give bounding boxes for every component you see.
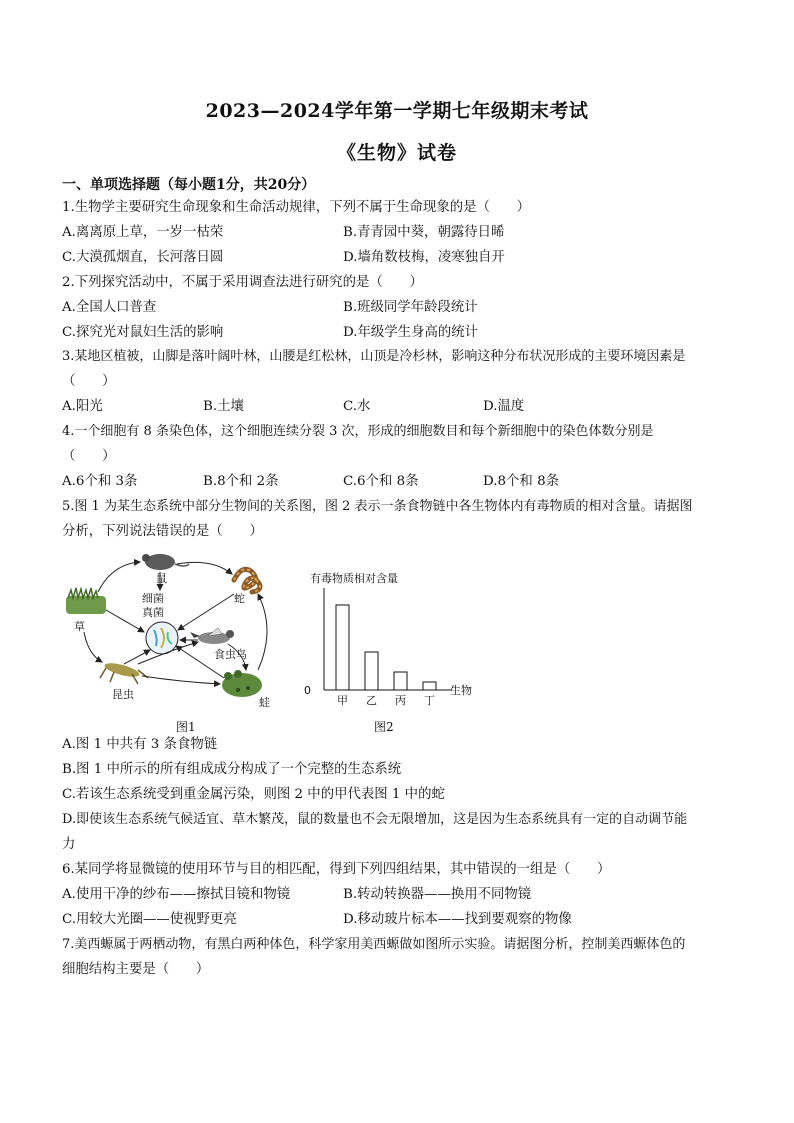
q6-option-b: B.转动转换器——换用不同物镜 xyxy=(343,887,532,902)
label-bird: 食虫鸟 xyxy=(214,648,247,661)
label-insect: 昆虫 xyxy=(112,688,134,701)
toxin-bar-chart xyxy=(302,560,482,720)
q5-option-a: A.图 1 中共有 3 条食物链 xyxy=(62,737,218,752)
label-frog: 蛙 xyxy=(259,696,270,709)
chart-origin: 0 xyxy=(304,684,311,697)
mouse-icon xyxy=(142,554,189,570)
q5-option-c: C.若该生态系统受到重金属污染，则图 2 中的甲代表图 1 中的蛇 xyxy=(62,787,445,802)
label-mouse: 鼠 xyxy=(156,572,167,585)
microbe-icon xyxy=(146,622,178,654)
q2-option-d: D.年级学生身高的统计 xyxy=(343,325,479,340)
q4-stem-cont: （ ） xyxy=(62,449,116,464)
q5-option-d-cont: 力 xyxy=(62,837,76,852)
q5-option-b: B.图 1 中所示的所有组成成分构成了一个完整的生态系统 xyxy=(62,762,402,777)
label-fungi: 真菌 xyxy=(142,606,164,619)
chart-ylabel: 有毒物质相对含量 xyxy=(310,572,398,585)
q3-option-b: B.土壤 xyxy=(203,399,244,414)
q5-stem-cont: 分析，下列说法错误的是（ ） xyxy=(62,524,263,539)
bar-2 xyxy=(365,652,378,690)
frog-icon xyxy=(222,670,262,697)
q7-stem: 7.美西螈属于两栖动物，有黑白两种体色，科学家用美西螈做如图所示实验。请据图分析，控制美西螈体色的 xyxy=(62,937,686,952)
q4-option-b: B.8个和 2条 xyxy=(203,474,279,489)
q4-option-a: A.6个和 3条 xyxy=(62,474,138,489)
label-grass: 草 xyxy=(74,620,85,633)
exam-subtitle: 《生物》试卷 xyxy=(336,142,457,164)
bird-icon xyxy=(190,628,234,644)
q2-option-b: B.班级同学年龄段统计 xyxy=(343,300,478,315)
q6-stem: 6.某同学将显微镜的使用环节与目的相匹配，得到下列四组结果，其中错误的一组是（ ） xyxy=(62,862,611,877)
q1-stem: 1.生物学主要研究生命现象和生命活动规律，下列不属于生命现象的是（ ） xyxy=(62,200,531,215)
fig1-caption: 图1 xyxy=(176,720,196,734)
q3-stem-cont: （ ） xyxy=(62,374,116,389)
insect-icon xyxy=(100,661,148,684)
bar-3 xyxy=(394,672,407,690)
q6-option-a: A.使用干净的纱布——擦拭目镜和物镜 xyxy=(62,887,291,902)
food-web-diagram xyxy=(62,550,292,735)
q1-option-d: D.墙角数枝梅，凌寒独自开 xyxy=(343,250,505,265)
q2-option-a: A.全国人口普查 xyxy=(62,300,157,315)
q7-stem-cont: 细胞结构主要是（ ） xyxy=(62,962,210,977)
q4-option-d: D.8个和 8条 xyxy=(483,474,559,489)
q4-option-c: C.6个和 8条 xyxy=(343,474,419,489)
q5-figures xyxy=(62,550,492,735)
q3-stem: 3.某地区植被，山脚是落叶阔叶林，山腰是红松林，山顶是冷杉林，影响这种分布状况形成的主要环境因素是 xyxy=(62,349,686,364)
q1-option-c: C.大漠孤烟直，长河落日圆 xyxy=(62,250,224,265)
bar-1 xyxy=(336,605,349,690)
tick-label-4: 丁 xyxy=(424,694,435,707)
q3-option-d: D.温度 xyxy=(483,399,525,414)
q6-option-c: C.用较大光圈——使视野更亮 xyxy=(62,912,237,927)
bar-4 xyxy=(423,682,436,690)
q5-stem: 5.图 1 为某生态系统中部分生物间的关系图，图 2 表示一条食物链中各生物体内有毒物质的相对含量。请据图 xyxy=(62,499,693,514)
q5-option-d: D.即使该生态系统气候适宜、草木繁茂，鼠的数量也不会无限增加，这是因为生态系统具有一定的自动调节能 xyxy=(62,812,688,827)
q6-option-d: D.移动玻片标本——找到要观察的物像 xyxy=(343,912,572,927)
tick-label-2: 乙 xyxy=(366,694,377,707)
label-bacteria: 细菌 xyxy=(142,592,164,605)
chart-xlabel: 生物 xyxy=(450,684,472,697)
tick-label-1: 甲 xyxy=(337,694,348,707)
q2-option-c: C.探究光对鼠妇生活的影响 xyxy=(62,325,224,340)
exam-title: 2023—2024学年第一学期七年级期末考试 xyxy=(205,100,589,122)
snake-icon xyxy=(234,569,260,592)
section-heading: 一、单项选择题（每小题1分，共20分） xyxy=(62,177,316,193)
tick-label-3: 丙 xyxy=(395,694,406,707)
q1-option-b: B.青青园中葵，朝露待日晞 xyxy=(343,225,505,240)
grass-icon xyxy=(66,588,106,614)
q1-option-a: A.离离原上草，一岁一枯荣 xyxy=(62,225,224,240)
label-snake: 蛇 xyxy=(234,592,245,605)
q3-option-c: C.水 xyxy=(343,399,371,414)
q2-stem: 2.下列探究活动中，不属于采用调查法进行研究的是（ ） xyxy=(62,275,423,290)
q3-option-a: A.阳光 xyxy=(62,399,103,414)
q4-stem: 4.一个细胞有 8 条染色体，这个细胞连续分裂 3 次，形成的细胞数目和每个新细胞中的染色体数分别是 xyxy=(62,424,654,439)
fig2-caption: 图2 xyxy=(374,720,394,734)
